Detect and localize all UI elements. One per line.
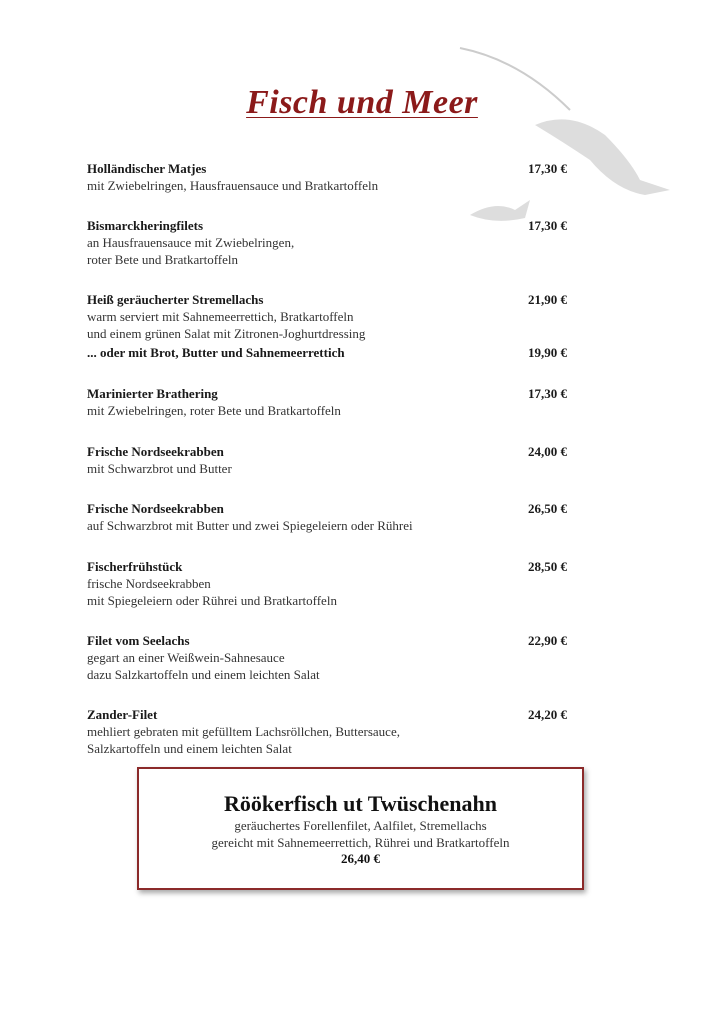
menu-item-description: an Hausfrauensauce mit Zwiebelringen, [87, 235, 295, 250]
menu-item [87, 385, 567, 419]
menu-item-description: Salzkartoffeln und einem leichten Salat [87, 741, 292, 756]
menu-item-description: mit Spiegeleiern oder Rührei und Bratkartoffeln [87, 593, 337, 608]
menu-item-price: 26,50 € [528, 501, 567, 516]
menu-item-description: warm serviert mit Sahnemeerrettich, Bratkartoffeln [87, 309, 354, 324]
page-title: Fisch und Meer [246, 84, 478, 121]
special-offer-box [137, 767, 584, 890]
menu-item [87, 443, 567, 477]
menu-item-name: Heiß geräucherter Stremellachs [87, 292, 264, 307]
menu-item-description: auf Schwarzbrot mit Butter und zwei Spiegeleiern oder Rührei [87, 518, 413, 533]
menu-item [87, 217, 567, 268]
menu-item-name: Frische Nordseekrabben [87, 501, 224, 516]
menu-item-price: 24,20 € [528, 707, 567, 722]
menu-item-name: ... oder mit Brot, Butter und Sahnemeerrettich [87, 345, 345, 360]
menu-item-name: Filet vom Seelachs [87, 633, 190, 648]
menu-item-price: 21,90 € [528, 292, 567, 307]
menu-item-description: mit Zwiebelringen, Hausfrauensauce und Bratkartoffeln [87, 178, 379, 193]
menu-item-name: Frische Nordseekrabben [87, 444, 224, 459]
menu-item-price: 17,30 € [528, 386, 567, 401]
menu-item-description: gegart an einer Weißwein-Sahnesauce [87, 650, 285, 665]
menu-item-price: 17,30 € [528, 218, 567, 233]
special-title: Röökerfisch ut Twüschenahn [223, 791, 497, 816]
menu-item [87, 291, 567, 342]
menu-item-description: roter Bete und Bratkartoffeln [87, 252, 239, 267]
menu-item-price: 28,50 € [528, 559, 567, 574]
menu-item-name: Zander-Filet [87, 707, 158, 722]
special-description-line: gereicht mit Sahnemeerrettich, Rührei und Bratkartoffeln [211, 835, 510, 850]
special-price: 26,40 € [341, 851, 380, 866]
menu-item [87, 160, 567, 194]
menu-item-description: dazu Salzkartoffeln und einem leichten Salat [87, 667, 320, 682]
menu-item-price: 17,30 € [528, 161, 567, 176]
menu-item [87, 706, 567, 757]
menu-item-name: Fischerfrühstück [87, 559, 183, 574]
menu-item [87, 632, 567, 683]
menu-item [87, 500, 567, 534]
menu-item-price: 24,00 € [528, 444, 567, 459]
menu-item-description: und einem grünen Salat mit Zitronen-Joghurtdressing [87, 326, 366, 341]
special-description-line: geräuchertes Forellenfilet, Aalfilet, Stremellachs [234, 818, 487, 833]
menu-item-description: mit Schwarzbrot und Butter [87, 461, 232, 476]
fish-illustration-icon [440, 40, 680, 240]
menu-item [87, 558, 567, 609]
menu-item [87, 344, 567, 361]
menu-item-description: mit Zwiebelringen, roter Bete und Bratkartoffeln [87, 403, 341, 418]
menu-item-name: Holländischer Matjes [87, 161, 207, 176]
menu-item-name: Marinierter Brathering [87, 386, 218, 401]
menu-item-price: 22,90 € [528, 633, 567, 648]
menu-item-description: mehliert gebraten mit gefülltem Lachsröllchen, Buttersauce, [87, 724, 400, 739]
menu-item-description: frische Nordseekrabben [87, 576, 211, 591]
menu-item-price: 19,90 € [528, 345, 567, 360]
menu-item-name: Bismarckheringfilets [87, 218, 204, 233]
